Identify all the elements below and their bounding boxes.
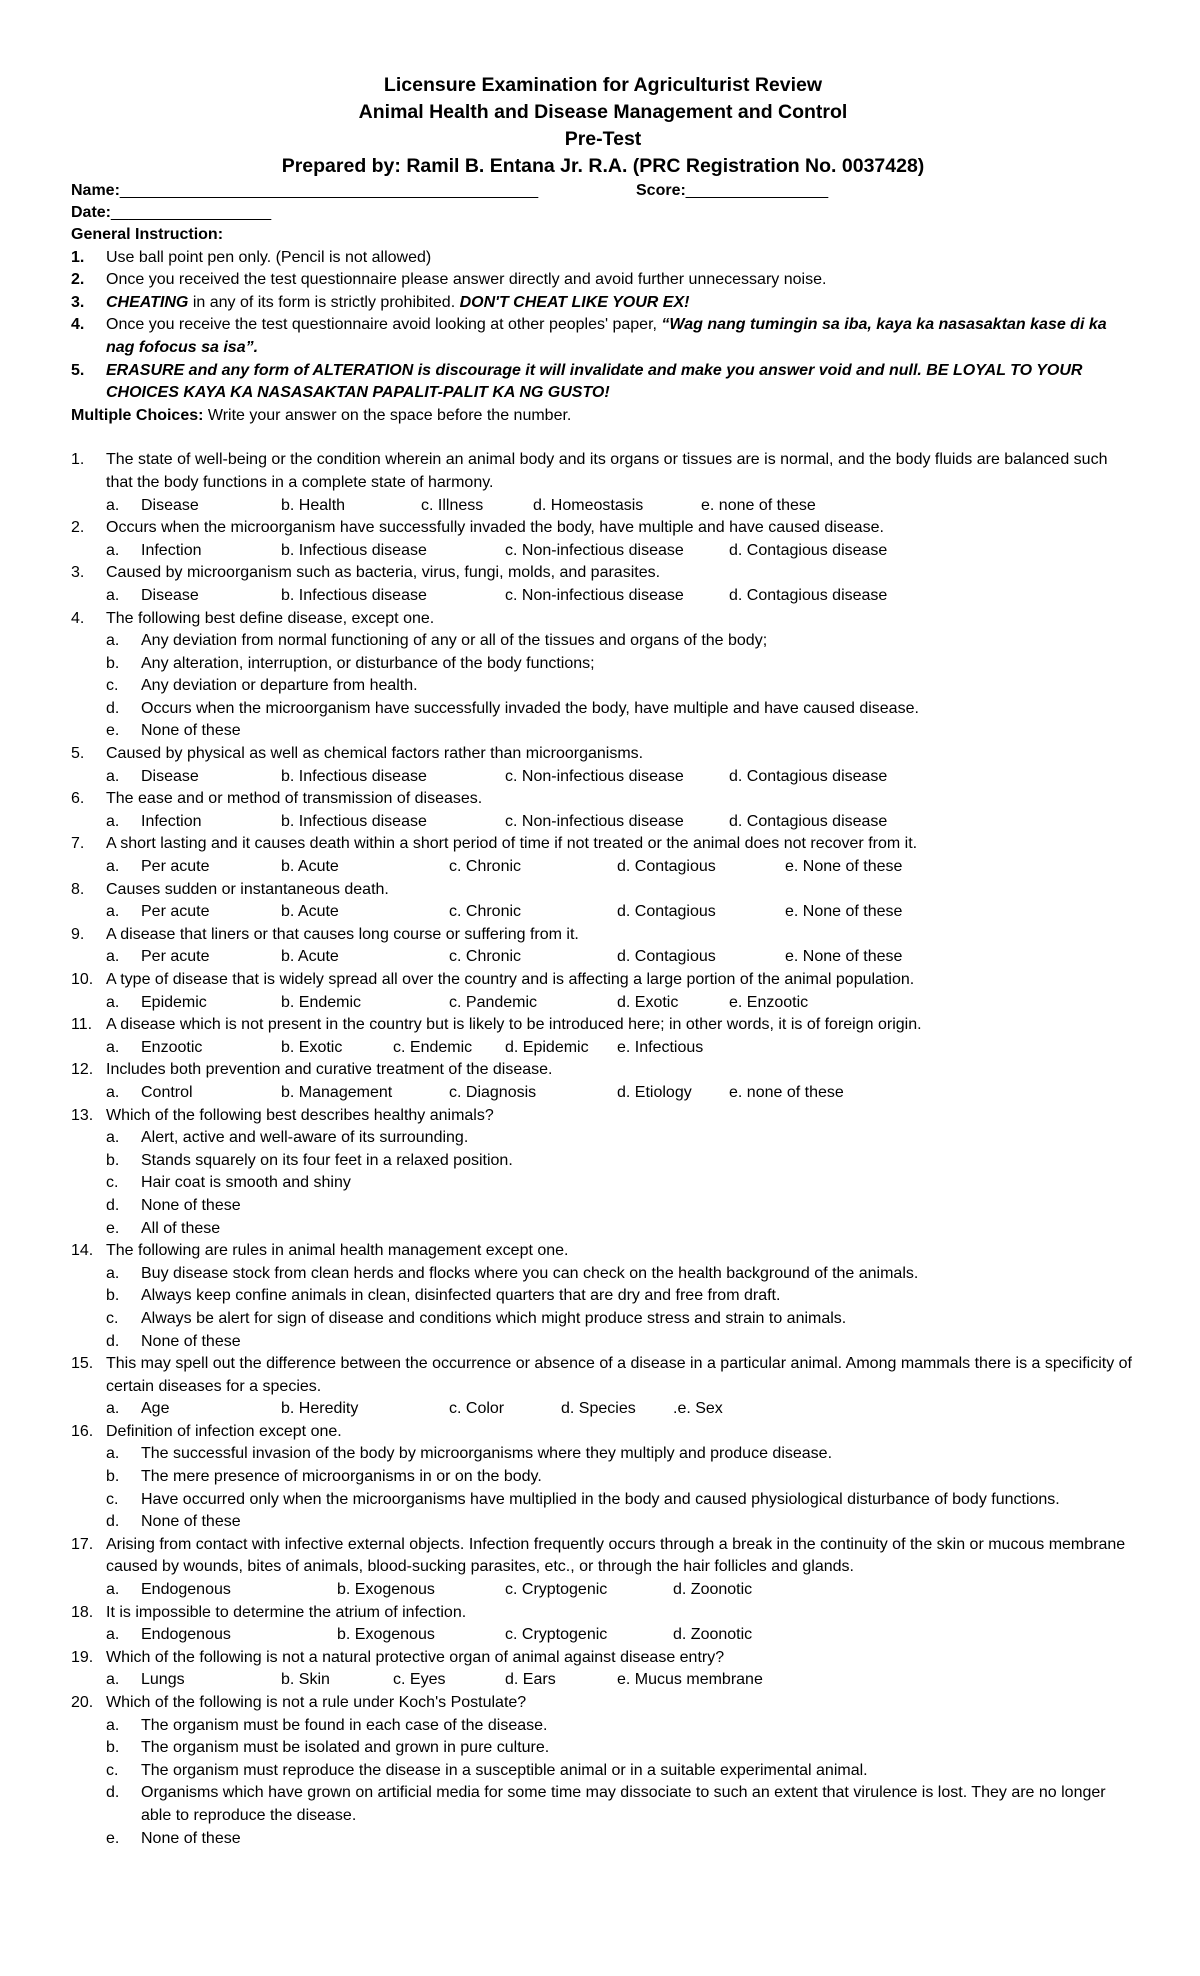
question-text: Caused by microorganism such as bacteria, virus, fungi, molds, and parasites. <box>106 564 661 582</box>
name-score-line <box>71 180 1135 202</box>
instruction-text <box>106 314 1135 359</box>
option-a-letter[interactable]: a. <box>106 1083 120 1101</box>
answer-option[interactable] <box>71 1150 1135 1173</box>
option-a[interactable]: Control <box>141 1083 193 1101</box>
option-a-letter[interactable]: a. <box>106 812 120 830</box>
option-b[interactable]: b. Acute <box>281 948 339 966</box>
answer-option[interactable] <box>71 1760 1135 1783</box>
questions-list <box>71 449 1135 1850</box>
options-row <box>106 856 1135 879</box>
answer-option[interactable] <box>71 1172 1135 1195</box>
option-letter: b. <box>106 1468 120 1486</box>
option-b[interactable]: b. Infectious disease <box>281 541 427 559</box>
date-line <box>71 202 1135 224</box>
name-blank[interactable]: _______________________________________________ <box>119 182 539 199</box>
option-a[interactable]: Infection <box>141 541 202 559</box>
options-row <box>106 1398 1135 1421</box>
question-text: The state of well-being or the condition wherein an animal body and its organs or tissues are is normal, and the body fluids are balanced such that the body functions in a complete state of harmony. <box>106 451 1108 491</box>
answer-option[interactable] <box>71 653 1135 676</box>
option-text: Any deviation or departure from health. <box>141 677 418 695</box>
instruction-item <box>71 247 1135 270</box>
general-instructions <box>71 224 1135 427</box>
option-d[interactable]: d. Contagious <box>617 948 716 966</box>
option-a-letter[interactable]: a. <box>106 1400 120 1418</box>
option-a-letter[interactable]: a. <box>106 858 120 876</box>
option-text: Any deviation from normal functioning of any or all of the tissues and organs of the body; <box>141 632 768 650</box>
tagalog-quote: “Wag nang tumingin sa iba, kaya ka nasasaktan kase di ka nag fofocus sa isa”. <box>106 316 1107 356</box>
question-text: Caused by physical as well as chemical factors rather than microorganisms. <box>106 745 644 763</box>
question <box>71 1014 1135 1037</box>
option-c[interactable]: c. Cryptogenic <box>505 1626 608 1644</box>
option-text: None of these <box>141 1196 241 1214</box>
option-letter: c. <box>106 1174 119 1192</box>
option-c[interactable]: c. Non-infectious disease <box>505 541 684 559</box>
question <box>71 743 1135 766</box>
option-d[interactable]: d. Species <box>561 1400 636 1418</box>
option-text: All of these <box>141 1219 221 1237</box>
option-c[interactable]: c. Chronic <box>449 948 522 966</box>
option-text: None of these <box>141 1513 241 1531</box>
instruction-text: Use ball point pen only. (Pencil is not allowed) <box>106 248 432 266</box>
option-d[interactable]: d. Homeostasis <box>533 496 644 514</box>
question-text: This may spell out the difference between the occurrence or absence of a disease in a particular animal. Among mammals there is a specificity of certain diseases for a species. <box>106 1355 1132 1395</box>
question <box>71 1647 1135 1670</box>
option-b[interactable]: b. Management <box>281 1083 393 1101</box>
question-number: 3. <box>71 564 85 582</box>
option-text: Alert, active and well-aware of its surrounding. <box>141 1129 469 1147</box>
option-b[interactable]: b. Exotic <box>281 1038 343 1056</box>
option-letter: d. <box>106 699 120 717</box>
instructions-heading: General Instruction: <box>71 226 224 243</box>
instruction-text-part: in any of its form is strictly prohibited. <box>188 293 460 311</box>
option-b[interactable]: b. Exogenous <box>337 1626 435 1644</box>
question <box>71 608 1135 631</box>
question-text: A type of disease that is widely spread all over the country and is affecting a large portion of the animal population. <box>106 971 915 988</box>
option-text: Occurs when the microorganism have successfully invaded the body, have multiple and have caused disease. <box>141 699 919 717</box>
score-blank[interactable]: ________________ <box>685 182 829 199</box>
option-text: The organism must be isolated and grown in pure culture. <box>141 1739 550 1757</box>
instruction-text: ERASURE and any form of ALTERATION is discourage it will invalidate and make you answer void and null. BE LOYAL TO YOUR CHOICES KAYA KA NASASAKTAN PAPALIT-PALIT KA NG GUSTO! <box>106 361 1083 402</box>
option-b[interactable]: b. Infectious disease <box>281 812 427 830</box>
option-text: Any alteration, interruption, or disturbance of the body functions; <box>141 654 595 672</box>
answer-option[interactable] <box>71 1511 1135 1534</box>
option-a-letter[interactable]: a. <box>106 1581 120 1599</box>
option-c[interactable]: c. Non-infectious disease <box>505 586 684 604</box>
options-row <box>106 1037 1135 1060</box>
question <box>71 1059 1135 1082</box>
option-c[interactable]: c. Pandemic <box>449 993 538 1011</box>
options-row <box>106 766 1135 789</box>
option-e[interactable]: .e. Sex <box>673 1400 723 1418</box>
question-number: 20. <box>71 1694 94 1711</box>
option-letter: d. <box>106 1332 120 1350</box>
instruction-item <box>71 360 1135 405</box>
option-text: None of these <box>141 722 241 740</box>
option-b[interactable]: b. Acute <box>281 858 339 876</box>
instruction-item <box>71 269 1135 292</box>
option-a[interactable]: Per acute <box>141 858 210 876</box>
mc-label: Multiple Choices: <box>71 406 204 424</box>
option-letter: c. <box>106 1490 119 1508</box>
option-b[interactable]: b. Endemic <box>281 993 362 1011</box>
question <box>71 1421 1135 1444</box>
question-number: 7. <box>71 835 85 853</box>
option-b[interactable]: b. Exogenous <box>337 1581 435 1599</box>
instruction-number: 1. <box>71 248 85 266</box>
instruction-item <box>71 314 1135 359</box>
question-number: 10. <box>71 971 94 988</box>
option-letter: a. <box>106 632 120 650</box>
exam-page <box>71 72 1135 1850</box>
option-a-letter[interactable]: a. <box>106 1626 120 1644</box>
option-d[interactable]: d. Contagious <box>617 858 716 876</box>
option-letter: b. <box>106 1739 120 1757</box>
option-d[interactable]: d. Exotic <box>617 993 679 1011</box>
test-type: Pre-Test <box>564 128 642 150</box>
instruction-text-part: Once you receive the test questionnaire avoid looking at other peoples' paper, <box>106 316 662 334</box>
question-text: A disease that liners or that causes long course or suffering from it. <box>106 925 579 943</box>
question-number: 15. <box>71 1355 94 1373</box>
option-text: Organisms which have grown on artificial media for some time may dissociate to such an extent that virulence is lost. They are no longer able to reproduce the disease. <box>141 1784 1106 1824</box>
question <box>71 833 1135 856</box>
question <box>71 788 1135 811</box>
question-number: 2. <box>71 519 85 537</box>
answer-option[interactable] <box>71 1782 1135 1827</box>
answer-option[interactable] <box>71 1828 1135 1851</box>
option-text: None of these <box>141 1829 241 1847</box>
option-a[interactable]: Disease <box>141 586 199 604</box>
question-text: A short lasting and it causes death within a short period of time if not treated or the animal does not recover from it. <box>106 835 918 853</box>
answer-option[interactable] <box>71 1218 1135 1241</box>
option-letter: d. <box>106 1513 120 1531</box>
score-label: Score: <box>636 182 686 199</box>
answer-option[interactable] <box>71 1263 1135 1286</box>
date-blank[interactable]: __________________ <box>111 204 272 221</box>
question <box>71 969 1135 992</box>
option-letter: a. <box>106 1264 120 1282</box>
answer-option[interactable] <box>71 1489 1135 1512</box>
option-text: Always keep confine animals in clean, disinfected quarters that are dry and free from draft. <box>141 1287 781 1305</box>
question-number: 16. <box>71 1422 94 1440</box>
instruction-number: 5. <box>71 361 85 379</box>
options-row <box>106 495 1135 518</box>
option-text: Have occurred only when the microorganisms have multiplied in the body and caused physiological disturbance of body functions. <box>141 1490 1060 1508</box>
option-a[interactable]: Lungs <box>141 1671 185 1689</box>
option-e[interactable]: e. None of these <box>785 903 903 921</box>
question <box>71 1240 1135 1263</box>
answer-option[interactable] <box>71 1308 1135 1331</box>
option-a-letter[interactable]: a. <box>106 903 120 921</box>
option-letter: d. <box>106 1196 120 1214</box>
instruction-number: 3. <box>71 293 85 311</box>
option-c[interactable]: c. Eyes <box>393 1671 446 1689</box>
option-letter: b. <box>106 1151 120 1169</box>
question-number: 19. <box>71 1648 94 1666</box>
option-a-letter[interactable]: a. <box>106 1038 120 1056</box>
option-letter: c. <box>106 677 119 695</box>
option-e[interactable]: e. None of these <box>785 948 903 966</box>
option-e[interactable]: e. none of these <box>701 496 816 514</box>
option-c[interactable]: c. Non-infectious disease <box>505 812 684 830</box>
question <box>71 1534 1135 1579</box>
option-e[interactable]: e. none of these <box>729 1083 844 1101</box>
question-number: 12. <box>71 1061 94 1079</box>
answer-option[interactable] <box>71 630 1135 653</box>
question-number: 18. <box>71 1603 94 1621</box>
option-letter: c. <box>106 1309 119 1327</box>
question <box>71 1353 1135 1398</box>
question-text: Includes both prevention and curative treatment of the disease. <box>106 1061 553 1079</box>
answer-option[interactable] <box>71 720 1135 743</box>
option-letter: d. <box>106 1784 120 1802</box>
question <box>71 562 1135 585</box>
option-d[interactable]: d. Contagious disease <box>729 812 888 830</box>
answer-option[interactable] <box>71 1127 1135 1150</box>
question <box>71 879 1135 902</box>
answer-option[interactable] <box>71 1331 1135 1354</box>
options-row <box>106 1669 1135 1692</box>
option-c[interactable]: c. Chronic <box>449 858 522 876</box>
instruction-number: 2. <box>71 271 85 289</box>
question-number: 17. <box>71 1535 94 1553</box>
date-label: Date: <box>71 204 112 221</box>
option-a[interactable]: Per acute <box>141 903 210 921</box>
option-b[interactable]: b. Infectious disease <box>281 586 427 604</box>
option-a[interactable]: Endogenous <box>141 1626 231 1644</box>
option-a[interactable]: Infection <box>141 812 202 830</box>
question-text: Occurs when the microorganism have successfully invaded the body, have multiple and have caused disease. <box>106 519 884 537</box>
option-d[interactable]: d. Contagious <box>617 903 716 921</box>
answer-option[interactable] <box>71 1443 1135 1466</box>
options-row <box>106 1624 1135 1647</box>
question-text: A disease which is not present in the country but is likely to be introduced here; in other words, it is of foreign origin. <box>106 1016 922 1034</box>
option-text: None of these <box>141 1332 241 1350</box>
answer-option[interactable] <box>71 1466 1135 1489</box>
option-letter: c. <box>106 1761 119 1779</box>
title-block <box>71 72 1135 180</box>
question-text: Which of the following best describes healthy animals? <box>106 1106 494 1124</box>
option-letter: e. <box>106 722 120 740</box>
answer-option[interactable] <box>71 1737 1135 1760</box>
option-text: Buy disease stock from clean herds and flocks where you can check on the health background of the animals. <box>141 1264 919 1282</box>
cheating-emphasis: CHEATING <box>106 293 189 311</box>
instruction-number: 4. <box>71 316 85 334</box>
subject-title: Animal Health and Disease Management and Control <box>358 101 848 123</box>
name-label: Name: <box>71 182 120 199</box>
answer-option[interactable] <box>71 1715 1135 1738</box>
question <box>71 924 1135 947</box>
option-text: The organism must be found in each case of the disease. <box>141 1716 548 1734</box>
option-d[interactable]: d. Contagious disease <box>729 586 888 604</box>
option-d[interactable]: d. Zoonotic <box>673 1626 753 1644</box>
option-b[interactable]: b. Health <box>281 496 346 514</box>
question-text: The following best define disease, except one. <box>106 609 435 627</box>
option-e[interactable]: e. Mucus membrane <box>617 1671 763 1689</box>
mc-text: Write your answer on the space before the number. <box>203 406 572 424</box>
question-number: 14. <box>71 1242 94 1260</box>
option-c[interactable]: c. Color <box>449 1400 505 1418</box>
question-number: 4. <box>71 609 85 627</box>
answer-option[interactable] <box>71 698 1135 721</box>
option-e[interactable]: e. None of these <box>785 858 903 876</box>
options-row <box>106 811 1135 834</box>
options-row <box>106 992 1135 1015</box>
question-number: 11. <box>71 1016 93 1034</box>
option-text: Hair coat is smooth and shiny <box>141 1174 351 1192</box>
option-a[interactable]: Disease <box>141 767 199 785</box>
options-row <box>106 901 1135 924</box>
option-e[interactable]: e. Infectious <box>617 1038 704 1056</box>
option-a[interactable]: Age <box>141 1400 170 1418</box>
option-a-letter[interactable]: a. <box>106 541 120 559</box>
question-text: The following are rules in animal health management except one. <box>106 1242 569 1260</box>
option-b[interactable]: b. Skin <box>281 1671 330 1689</box>
question-number: 6. <box>71 790 85 808</box>
question-number: 9. <box>71 925 85 943</box>
option-text: Stands squarely on its four feet in a relaxed position. <box>141 1151 513 1169</box>
question <box>71 1692 1135 1715</box>
option-c[interactable]: c. Cryptogenic <box>505 1581 608 1599</box>
multiple-choice-instruction <box>71 405 1135 428</box>
question-text: Which of the following is not a rule under Koch's Postulate? <box>106 1694 527 1711</box>
option-a-letter[interactable]: a. <box>106 948 120 966</box>
question <box>71 1105 1135 1128</box>
instruction-text: Once you received the test questionnaire please answer directly and avoid further unnecessary noise. <box>106 271 827 289</box>
instruction-text <box>106 292 1135 315</box>
dont-cheat-emphasis: DON'T CHEAT LIKE YOUR EX! <box>459 293 690 311</box>
option-a[interactable]: Per acute <box>141 948 210 966</box>
question-number: 1. <box>71 451 85 469</box>
option-a-letter[interactable]: a. <box>106 767 120 785</box>
option-a-letter[interactable]: a. <box>106 586 120 604</box>
option-d[interactable]: d. Contagious disease <box>729 767 888 785</box>
option-d[interactable]: d. Epidemic <box>505 1038 589 1056</box>
option-c[interactable]: c. Non-infectious disease <box>505 767 684 785</box>
option-a[interactable]: Enzootic <box>141 1038 203 1056</box>
question <box>71 1602 1135 1625</box>
option-letter: b. <box>106 654 120 672</box>
option-c[interactable]: c. Chronic <box>449 903 522 921</box>
instruction-item <box>71 292 1135 315</box>
option-d[interactable]: d. Zoonotic <box>673 1581 753 1599</box>
question <box>71 517 1135 540</box>
option-text: The mere presence of microorganisms in or on the body. <box>141 1468 542 1486</box>
option-letter: a. <box>106 1445 120 1463</box>
option-text: Always be alert for sign of disease and conditions which might produce stress and strain to animals. <box>141 1309 847 1327</box>
option-letter: a. <box>106 1129 120 1147</box>
option-letter: b. <box>106 1287 120 1305</box>
option-a-letter[interactable]: a. <box>106 993 120 1011</box>
option-b[interactable]: b. Heredity <box>281 1400 359 1418</box>
option-d[interactable]: d. Ears <box>505 1671 556 1689</box>
options-row <box>106 946 1135 969</box>
options-row <box>106 1579 1135 1602</box>
option-text: The organism must reproduce the disease in a susceptible animal or in a suitable experimental animal. <box>141 1761 868 1779</box>
options-row <box>106 540 1135 563</box>
option-a[interactable]: Disease <box>141 496 199 514</box>
question-text: Arising from contact with infective external objects. Infection frequently occurs through a break in the continuity of the skin or mucous membrane caused by wounds, bites of animals, blood-sucking parasites, etc., or through the hair follicles and glands. <box>106 1535 1126 1576</box>
answer-option[interactable] <box>71 1285 1135 1308</box>
options-row <box>106 1082 1135 1105</box>
answer-option[interactable] <box>71 675 1135 698</box>
option-a[interactable]: Endogenous <box>141 1581 231 1599</box>
option-text: The successful invasion of the body by microorganisms where they multiply and produce disease. <box>141 1445 833 1463</box>
option-e[interactable]: e. Enzootic <box>729 993 809 1011</box>
option-letter: e. <box>106 1219 120 1237</box>
option-a-letter[interactable]: a. <box>106 496 120 514</box>
option-c[interactable]: c. Illness <box>421 496 484 514</box>
question-number: 13. <box>71 1106 94 1124</box>
prepared-by: Prepared by: Ramil B. Entana Jr. R.A. (PRC Registration No. 0037428) <box>281 155 925 177</box>
option-a-letter[interactable]: a. <box>106 1671 120 1689</box>
option-d[interactable]: d. Etiology <box>617 1083 692 1101</box>
exam-title: Licensure Examination for Agriculturist Review <box>383 74 823 96</box>
option-d[interactable]: d. Contagious disease <box>729 541 888 559</box>
question-text: Which of the following is not a natural protective organ of animal against disease entry? <box>106 1648 725 1666</box>
option-letter: a. <box>106 1716 120 1734</box>
question-number: 8. <box>71 880 85 898</box>
option-c[interactable]: c. Endemic <box>393 1038 473 1056</box>
question-number: 5. <box>71 745 85 763</box>
question-text: It is impossible to determine the atrium of infection. <box>106 1603 467 1621</box>
option-c[interactable]: c. Diagnosis <box>449 1083 537 1101</box>
option-letter: e. <box>106 1829 120 1847</box>
question-text: Causes sudden or instantaneous death. <box>106 880 389 898</box>
option-a[interactable]: Epidemic <box>141 993 207 1011</box>
answer-option[interactable] <box>71 1195 1135 1218</box>
question <box>71 449 1135 494</box>
question-text: Definition of infection except one. <box>106 1422 342 1440</box>
option-b[interactable]: b. Infectious disease <box>281 767 427 785</box>
options-row <box>106 585 1135 608</box>
question-text: The ease and or method of transmission of diseases. <box>106 790 483 808</box>
option-b[interactable]: b. Acute <box>281 903 339 921</box>
